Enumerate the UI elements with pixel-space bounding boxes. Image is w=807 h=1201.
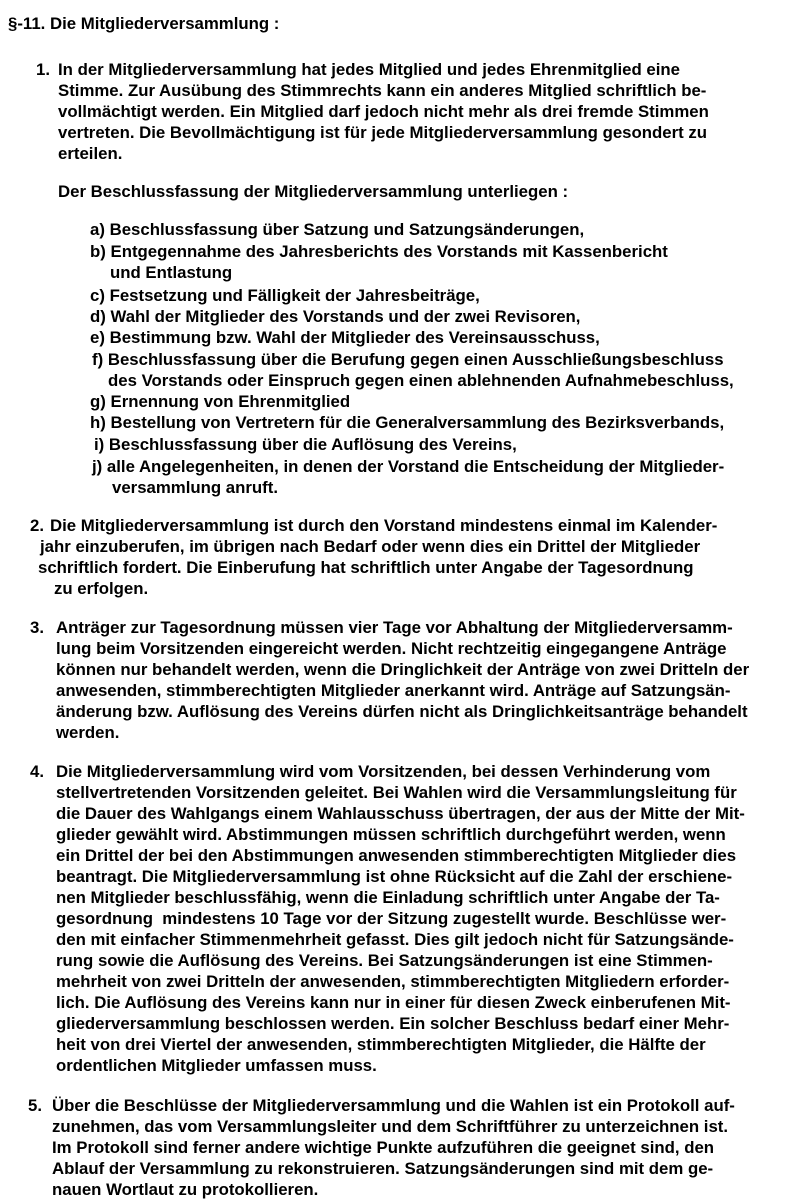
section-2-number: 2. xyxy=(30,516,44,535)
list-item-continuation: des Vorstands oder Einspruch gegen einen ablehnenden Aufnahmebeschluss, xyxy=(108,371,734,390)
section-1-intro: Der Beschlussfassung der Mitgliederversammlung unterliegen : xyxy=(58,182,569,201)
list-item-continuation: und Entlastung xyxy=(110,263,233,282)
section-2-line: jahr einzuberufen, im übrigen nach Bedarf oder wenn dies ein Drittel der Mitglieder xyxy=(40,537,701,556)
section-3-line: änderung bzw. Auflösung des Vereins dürfen nicht als Dringlichkeitsanträge behandelt xyxy=(56,702,748,721)
section-4-line: gesordnung mindestens 10 Tage vor der Sitzung zugestellt wurde. Beschlüsse wer- xyxy=(56,909,727,928)
section-4-line: lich. Die Auflösung des Vereins kann nur in einer für diesen Zweck einberufenen Mit- xyxy=(56,993,731,1012)
section-4-number: 4. xyxy=(30,762,44,781)
list-item: a) Beschlussfassung über Satzung und Satzungsänderungen, xyxy=(90,220,585,239)
section-4-line: mehrheit von zwei Dritteln der anwesenden, stimmberechtigten Mitgliedern erforder- xyxy=(56,972,730,991)
section-4-line: glieder gewählt wird. Abstimmungen müssen schriftlich durchgeführt werden, wenn xyxy=(56,825,726,844)
section-1-line: Stimme. Zur Ausübung des Stimmrechts kann ein anderes Mitglied schriftlich be- xyxy=(58,81,707,100)
list-item: e) Bestimmung bzw. Wahl der Mitglieder des Vereinsausschuss, xyxy=(90,328,600,347)
section-4-line: ein Drittel der bei den Abstimmungen anwesenden stimmberechtigten Mitglieder dies xyxy=(56,846,737,865)
list-item: h) Bestellung von Vertretern für die Generalversammlung des Bezirksverbands, xyxy=(90,413,725,432)
list-item: f) Beschlussfassung über die Berufung gegen einen Ausschließungsbeschluss xyxy=(92,350,724,369)
section-5-line: Im Protokoll sind ferner andere wichtige Punkte aufzuführen die geeignet sind, den xyxy=(52,1138,715,1157)
section-3-line: Anträger zur Tagesordnung müssen vier Tage vor Abhaltung der Mitgliederversamm- xyxy=(56,618,733,637)
section-3-line: können nur behandelt werden, wenn die Dringlichkeit der Anträge von zwei Dritteln der xyxy=(56,660,750,679)
section-4-line: stellvertretenden Vorsitzenden geleitet. Bei Wahlen wird die Versammlungsleitung für xyxy=(56,783,737,802)
section-3-line: anwesenden, stimmberechtigten Mitglieder anerkannt wird. Anträge auf Satzungsän- xyxy=(56,681,731,700)
section-1-line: erteilen. xyxy=(58,144,123,163)
list-item: c) Festsetzung und Fälligkeit der Jahresbeiträge, xyxy=(90,286,480,305)
section-1-number: 1. xyxy=(36,60,50,79)
list-item: b) Entgegennahme des Jahresberichts des Vorstands mit Kassenbericht xyxy=(90,242,668,261)
section-3-line: lung beim Vorsitzenden eingereicht werden. Nicht rechtzeitig eingegangene Anträge xyxy=(56,639,727,658)
section-4-line: heit von drei Viertel der anwesenden, stimmberechtigten Mitglieder, die Hälfte der xyxy=(56,1035,706,1054)
list-item: g) Ernennung von Ehrenmitglied xyxy=(90,392,351,411)
section-5-line: nauen Wortlaut zu protokollieren. xyxy=(52,1180,319,1199)
section-2-line: Die Mitgliederversammlung ist durch den Vorstand mindestens einmal im Kalender- xyxy=(50,516,718,535)
section-4-line: die Dauer des Wahlgangs einem Wahlausschuss übertragen, der aus der Mitte der Mit- xyxy=(56,804,745,823)
section-5-line: zunehmen, das vom Versammlungsleiter und dem Schriftführer zu unterzeichnen ist. xyxy=(52,1117,729,1136)
section-5-line: Über die Beschlüsse der Mitgliederversammlung und die Wahlen ist ein Protokoll auf- xyxy=(52,1096,735,1115)
section-5-line: Ablauf der Versammlung zu rekonstruieren. Satzungsänderungen sind mit dem ge- xyxy=(52,1159,714,1178)
section-4-line: beantragt. Die Mitgliederversammlung ist ohne Rücksicht auf die Zahl der erschiene- xyxy=(56,867,733,886)
section-5-number: 5. xyxy=(28,1096,42,1115)
list-item: i) Beschlussfassung über die Auflösung des Vereins, xyxy=(94,435,517,454)
list-item: j) alle Angelegenheiten, in denen der Vorstand die Entscheidung der Mitglieder- xyxy=(92,457,725,476)
section-1-line: vollmächtigt werden. Ein Mitglied darf jedoch nicht mehr als drei fremde Stimmen xyxy=(58,102,709,121)
section-4-line: nen Mitglieder beschlussfähig, wenn die Einladung schriftlich unter Angabe der Ta- xyxy=(56,888,720,907)
section-4-line: rung sowie die Auflösung des Vereins. Bei Satzungsänderungen ist eine Stimmen- xyxy=(56,951,713,970)
section-4-line: ordentlichen Mitglieder umfassen muss. xyxy=(56,1056,377,1075)
list-item-continuation: versammlung anruft. xyxy=(112,478,278,497)
section-4-line: den mit einfacher Stimmenmehrheit gefasst. Dies gilt jedoch nicht für Satzungsände- xyxy=(56,930,734,949)
section-1-line: In der Mitgliederversammlung hat jedes Mitglied und jedes Ehrenmitglied eine xyxy=(58,60,680,79)
section-2-line: schriftlich fordert. Die Einberufung hat schriftlich unter Angabe der Tagesordnung xyxy=(38,558,694,577)
section-3-number: 3. xyxy=(30,618,44,637)
section-1-line: vertreten. Die Bevollmächtigung ist für jede Mitgliederversammlung gesondert zu xyxy=(58,123,708,142)
section-4-line: Die Mitgliederversammlung wird vom Vorsitzenden, bei dessen Verhinderung vom xyxy=(56,762,711,781)
section-heading: §-11. Die Mitgliederversammlung : xyxy=(8,14,280,33)
section-3-line: werden. xyxy=(56,723,120,742)
section-2-line: zu erfolgen. xyxy=(54,579,149,598)
section-4-line: gliederversammlung beschlossen werden. Ein solcher Beschluss bedarf einer Mehr- xyxy=(56,1014,730,1033)
list-item: d) Wahl der Mitglieder des Vorstands und der zwei Revisoren, xyxy=(90,307,581,326)
